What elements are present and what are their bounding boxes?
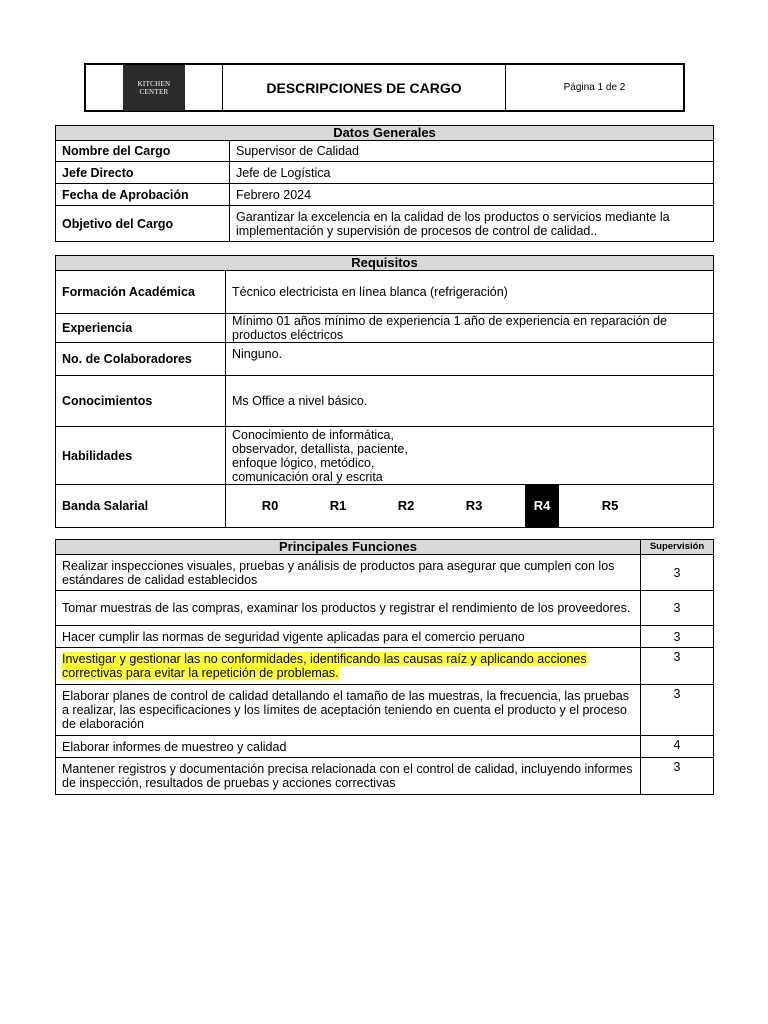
habilidad-line: enfoque lógico, metódico, (232, 455, 375, 470)
value-habilidades (226, 427, 714, 485)
page-number: Página 1 de 2 (563, 82, 626, 93)
value-banda-salarial (226, 485, 714, 528)
label-experiencia: Experiencia (56, 314, 226, 343)
value-experiencia: Mínimo 01 años mínimo de experiencia 1 año de experiencia en reparación de productos eléctricos (226, 314, 714, 343)
salary-band-r4: R4 (525, 485, 559, 527)
logo-text-line1: KITCHEN (137, 79, 171, 88)
label-jefe-directo: Jefe Directo (56, 162, 230, 184)
value-formacion: Técnico electricista en línea blanca (refrigeración) (226, 271, 714, 314)
salary-band-r3: R3 (465, 498, 483, 513)
funcion-supervision-value: 3 (641, 758, 714, 795)
funcion-text: Elaborar informes de muestreo y calidad (56, 736, 641, 758)
value-fecha-aprobacion: Febrero 2024 (230, 184, 714, 206)
document-header (84, 63, 685, 112)
habilidad-line: observador, detallista, paciente, (232, 441, 408, 456)
datos-generales-table (55, 125, 714, 242)
logo-cell (86, 65, 223, 110)
label-nombre-cargo: Nombre del Cargo (56, 141, 230, 162)
label-banda-salarial: Banda Salarial (56, 485, 226, 528)
funcion-text-highlighted (56, 648, 641, 685)
label-fecha-aprobacion: Fecha de Aprobación (56, 184, 230, 206)
habilidad-line: comunicación oral y escrita (232, 469, 383, 484)
funcion-supervision-value: 4 (641, 736, 714, 758)
principales-funciones-table (55, 539, 714, 795)
document-title: DESCRIPCIONES DE CARGO (223, 65, 506, 110)
column-header-supervision: Supervisión (641, 540, 714, 555)
salary-bands (236, 485, 713, 527)
salary-band-r5: R5 (601, 498, 619, 513)
funcion-supervision-value: 3 (641, 626, 714, 648)
label-habilidades: Habilidades (56, 427, 226, 485)
label-formacion: Formación Académica (56, 271, 226, 314)
label-conocimientos: Conocimientos (56, 376, 226, 427)
funcion-text: Elaborar planes de control de calidad detallando el tamaño de las muestras, la frecuencia, las pruebas a realizar, las especificaciones y los límites de aceptación teniendo en cuenta el producto y el proceso de elaboración (56, 685, 641, 736)
section-heading-funciones: Principales Funciones (56, 540, 641, 555)
habilidad-line: Conocimiento de informática, (232, 427, 394, 442)
funcion-text: Tomar muestras de las compras, examinar los productos y registrar el rendimiento de los proveedores. (56, 591, 641, 626)
value-conocimientos: Ms Office a nivel básico. (226, 376, 714, 427)
funcion-supervision-value: 3 (641, 685, 714, 736)
funcion-supervision-value: 3 (641, 591, 714, 626)
value-nombre-cargo: Supervisor de Calidad (230, 141, 714, 162)
value-colaboradores: Ninguno. (226, 343, 714, 376)
highlighted-text: Investigar y gestionar las no conformidades, identificando las causas raíz y aplicando acciones correctivas para evitar la repetición de problemas. (62, 652, 587, 680)
value-objetivo-cargo: Garantizar la excelencia en la calidad de los productos o servicios mediante la implementación y supervisión de procesos de control de calidad.. (230, 206, 714, 242)
logo-text-line2: CENTER (139, 87, 169, 96)
funcion-text: Realizar inspecciones visuales, pruebas y análisis de productos para asegurar que cumplen con los estándares de calidad establecidos (56, 555, 641, 591)
funcion-text: Mantener registros y documentación precisa relacionada con el control de calidad, incluyendo informes de inspección, resultados de pruebas y acciones correctivas (56, 758, 641, 795)
salary-band-r2: R2 (397, 498, 415, 513)
requisitos-table (55, 255, 714, 528)
funcion-supervision-value: 3 (641, 648, 714, 685)
value-jefe-directo: Jefe de Logística (230, 162, 714, 184)
section-heading-datos: Datos Generales (56, 126, 714, 141)
funcion-supervision-value: 3 (641, 555, 714, 591)
kitchen-center-logo (123, 65, 185, 111)
salary-band-r1: R1 (329, 498, 347, 513)
label-objetivo-cargo: Objetivo del Cargo (56, 206, 230, 242)
section-heading-requisitos: Requisitos (56, 256, 714, 271)
salary-band-r0: R0 (261, 498, 279, 513)
label-colaboradores: No. de Colaboradores (56, 343, 226, 376)
funcion-text: Hacer cumplir las normas de seguridad vigente aplicadas para el comercio peruano (56, 626, 641, 648)
